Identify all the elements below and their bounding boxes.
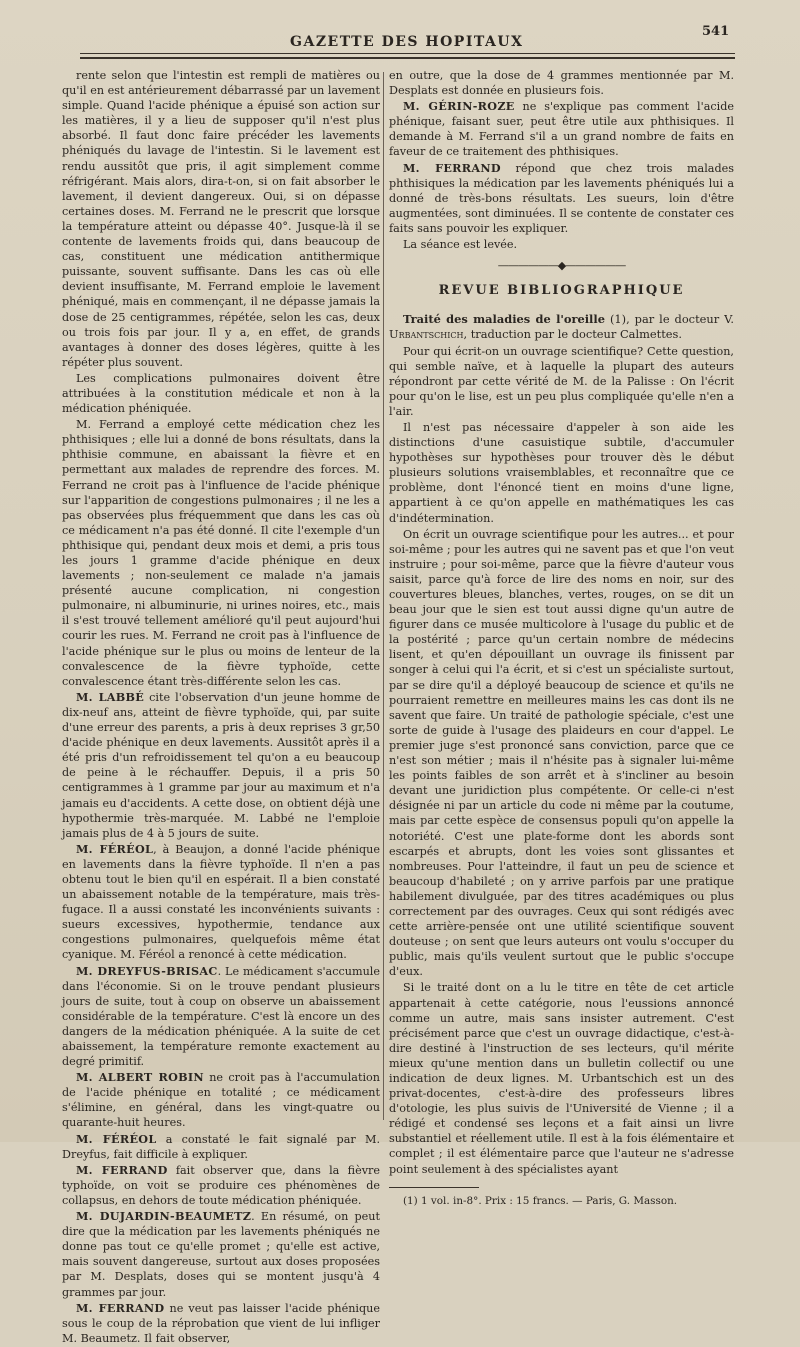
speaker-name: M. FERRAND bbox=[76, 1300, 165, 1315]
paragraph bbox=[389, 68, 734, 98]
footnote: (1) 1 vol. in-8°. Prix : 15 francs. — Paris, G. Masson. bbox=[403, 1194, 678, 1207]
paragraph bbox=[62, 1070, 380, 1130]
right-column bbox=[389, 68, 734, 1210]
speaker-name: M. FERRAND bbox=[76, 1162, 168, 1177]
review-book-title bbox=[389, 312, 734, 342]
speaker-name: M. LABBÉ bbox=[76, 689, 145, 704]
page-header bbox=[0, 0, 800, 62]
paragraph-text: rente selon que l'intestin est rempli de matières ou qu'il en est antérieurement débarrassé par un lavement simple. Quand l'acide phénique a épuisé son action sur les matières, il y a lieu de supposer qu'il n'est plus absorbé. Il faut donc faire précéder les lavements phéniqués du lavage de l'intestin. Si le lavement est rendu aussitôt que pris, il agit simplement comme réfrigérant. Mais alors, dira-t-on, si on fait absorber le lavement, il devient dangereux. Oui, si on dépasse certaines doses. M. Ferrand ne le prescrit que lorsque la température atteint ou dépasse 40°. Jusque-là il se contente de lavements froids qui, dans beaucoup de cas, constituent une médication antithermique puissante, souvent suffisante. Dans les cas où elle devient insuffisante, M. Ferrand emploie le lavement phéniqué, mais en commençant, il ne dépasse jamais la dose de 25 centigrammes, répétée, selon les cas, deux ou trois fois par jour. Il y a, en effet, de grands avantages à donner des doses légères, quitte à les répéter plus souvent. bbox=[62, 69, 380, 369]
paragraph bbox=[62, 68, 380, 370]
book-translator: , traduction par le docteur Calmettes. bbox=[463, 327, 683, 342]
paragraph-text: ne s'explique pas comment l'acide phénique, faisant suer, peut être utile aux phthisiques. Il demande à M. Ferrand s'il a un grand nombre de faits en faveur de ce traitement des phthisiques. bbox=[389, 100, 734, 159]
footnote-rule bbox=[389, 1187, 479, 1188]
section-ornament: ——————◆—————— bbox=[497, 259, 626, 273]
paragraph bbox=[62, 1132, 380, 1162]
page-number: 541 bbox=[702, 24, 730, 39]
paragraph bbox=[62, 1209, 380, 1300]
review-body bbox=[389, 344, 734, 1177]
paragraph-text: La séance est levée. bbox=[403, 238, 518, 252]
speaker-name: M. FÉRÉOL bbox=[76, 841, 154, 856]
header-rule bbox=[80, 53, 735, 54]
paragraph-text: répond que chez trois malades phthisiques la médication par les lavements phéniqués lui a donné de très-bons résultats. Les sueurs, loin d'être augmentées, sont diminuées. Il se contente de constater ces faits sans pouvoir les expliquer. bbox=[389, 161, 734, 235]
paragraph bbox=[389, 237, 734, 252]
book-reference: (1), par le docteur V. bbox=[604, 312, 734, 327]
paragraph bbox=[62, 964, 380, 1070]
column-divider bbox=[383, 72, 384, 1120]
paragraph bbox=[62, 842, 380, 963]
review-paragraph: On écrit un ouvrage scientifique pour les autres... et pour soi-même ; pour les autres qui ne savent pas et que l'on veut instruire ; pour soi-même, parce que la fièvre d'auteur vous saisit, parce qu'à force de lire des noms en noir, sur des couvertures bleues, blanches, vertes, rouges, on se dit un beau jour que le sien est tout aussi digne qu'un autre de figurer dans ce musée multicolore à l'usage du public et de la postérité ; parce qu'un certain nombre de médecins lisent, et qu'en dépouillant un ouvrage ils finissent par songer à celui qui l'a écrit, et si c'est un spécialiste surtout, par se dire qu'il a déployé beaucoup de science et qu'ils ne pourraient remettre en meilleures mains les cas dont ils ne savent que faire. Un traité de pathologie spéciale, c'est une sorte de guide à l'usage des plaideurs en cour d'appel. Le premier juge s'est prononcé sans conviction, parce que ce n'est son métier ; mais il n'hésite pas à signaler lui-même les points faibles de son arrêt et à s'incliner au besoin devant une juridiction plus compétente. Or celle-ci n'est désignée ni par un article du code ni même par la coutume, mais par cette espèce de consensus populi qu'on appelle la notoriété. C'est une plate-forme dont les abords sont escarpés et abrupts, dont les voies sont glissantes et nombreuses. Pour l'atteindre, il faut un peu de science et beaucoup d'habileté ; on y arrive parfois par une pratique habilement divulguée, par des titres académiques ou plus correctement par des ouvrages. Ceux qui sont rédigés avec cette arrière-pensée ont une utilité scientifique souvent douteuse ; on sent que leurs auteurs ont voulu s'occuper du public, mais qu'ils veulent surtout que le public s'occupe d'eux. bbox=[389, 527, 734, 979]
review-paragraph: Si le traité dont on a lu le titre en tête de cet article appartenait à cette catégorie, nous l'eussions annoncé comme un autre, mais sans insister autrement. C'est précisément parce que c'est un ouvrage didactique, c'est-à-dire destiné à l'instruction de ses lecteurs, qu'il mérite mieux qu'une mention dans un bulletin collectif ou une indication de deux lignes. M. Urbantschich est un des privat-docentes, c'est-à-dire des professeurs libres d'otologie, les plus suivis de l'Université de Vienne ; il a rédigé et condensé ses leçons et a fait ainsi un livre substantiel et réellement utile. Il est à la fois élémentaire et complet ; il est élémentaire parce que l'auteur ne s'adresse point seulement à des spécialistes ayant bbox=[389, 981, 734, 1176]
speaker-name: M. GÉRIN-ROZE bbox=[403, 99, 515, 114]
book-title: Traité des maladies de l'oreille bbox=[403, 312, 605, 327]
header-rule-double bbox=[80, 57, 735, 59]
paragraph-text: fait observer que, dans la fièvre typhoïde, on voit se produire ces phénomènes de collapsus, en dehors de toute médication phéniquée. bbox=[62, 1163, 380, 1207]
paragraph bbox=[62, 371, 380, 416]
paragraph-text: a constaté le fait signalé par M. Dreyfus, fait difficile à expliquer. bbox=[62, 1132, 381, 1161]
review-paragraph: Il n'est pas nécessaire d'appeler à son aide les distinctions d'une casuistique subtile, d'accumuler hypothèses sur hypothèses pour trouver dès le début plusieurs solutions vraisemblables, et reconnaître que ce problème, dont l'énoncé tient en moins d'une ligne, appartient à ce qu'on appelle en mathématiques les cas d'indétermination. bbox=[389, 420, 734, 525]
paragraph-text: . Le médicament s'accumule dans l'économie. Si on le trouve pendant plusieurs jours de suite, tout à coup on observe un abaissement considérable de la température. C'est là encore un des dangers de la médication phéniquée. A la suite de cet abaissement, la température remonte exactement au degré primitif. bbox=[62, 964, 380, 1069]
paragraph-text: ne veut pas laisser l'acide phénique sous le coup de la réprobation que vient de lui infliger M. Beaumetz. Il fait observer, bbox=[62, 1301, 380, 1345]
speaker-name: M. ALBERT ROBIN bbox=[76, 1070, 204, 1085]
paragraph bbox=[389, 161, 734, 236]
paragraph-text: en outre, que la dose de 4 grammes mentionnée par M. Desplats est donnée en plusieurs fois. bbox=[389, 69, 734, 98]
section-title: REVUE BIBLIOGRAPHIQUE bbox=[438, 283, 685, 299]
paragraph bbox=[62, 1163, 380, 1208]
paragraph-text: M. Ferrand a employé cette médication chez les phthisiques ; elle lui a donné de bons résultats, dans la phthisie commune, en abaissant la fièvre et en permettant aux malades de reprendre des forces. M. Ferrand ne croit pas à l'influence de l'acide phénique sur l'apparition de congestions pulmonaires ; il ne les a pas observées plus fréquemment que dans les cas où ce médicament n'a pas été donné. Il cite l'exemple d'un phthisique qui, pendant deux mois et demi, a pris tous les jours 1 gramme d'acide phénique en deux lavements ; non-seulement ce malade n'a jamais présenté aucune complication, ni congestion pulmonaire, ni albuminurie, ni urines noires, etc., mais il s'est trouvé tellement amélioré qu'il peut aujourd'hui courir les rues. M. Ferrand ne croit pas à l'influence de l'acide phénique sur le plus ou moins de lenteur de la convalescence de la fièvre typhoïde, cette convalescence étant très-différente selon les cas. bbox=[62, 418, 380, 688]
paragraph bbox=[62, 1301, 380, 1346]
review-paragraph: Pour qui écrit-on un ouvrage scientifique? Cette question, qui semble naïve, et à laquelle la plupart des auteurs répondront par cette vérité de M. de la Palisse : On l'écrit pour qu'on le lise, est un peu plus compliquée qu'elle n'en a l'air. bbox=[389, 344, 734, 418]
paragraph-text: Les complications pulmonaires doivent être attribuées à la constitution médicale et non à la médication phéniquée. bbox=[62, 371, 380, 416]
left-column bbox=[62, 68, 380, 1347]
running-title: GAZETTE DES HOPITAUX bbox=[290, 34, 524, 50]
paragraph-text: ne croit pas à l'accumulation de l'acide phénique en totalité ; ce médicament s'élimine, en général, dans les vingt-quatre ou quarante-huit heures. bbox=[62, 1071, 380, 1130]
speaker-name: M. DREYFUS-BRISAC bbox=[76, 963, 218, 978]
paragraph-text: cite l'observation d'un jeune homme de dix-neuf ans, atteint de fièvre typhoïde, qui, par suite d'une erreur des parents, a pris à deux reprises 3 gr,50 d'acide phénique en deux lavements. Aussitôt après il a été pris d'un refroidissement tel qu'on a eu beaucoup de peine à le réchauffer. Depuis, il a pris 50 centigrammes à 1 gramme par jour au maximum et n'a jamais eu d'accidents. A cette dose, on obtient déjà une hypothermie très-marquée. M. Labbé ne l'emploie jamais plus de 4 à 5 jours de suite. bbox=[62, 690, 380, 840]
speaker-name: M. FÉRÉOL bbox=[76, 1131, 157, 1146]
paragraph-text: . En résumé, on peut dire que la médication par les lavements phéniqués ne donne pas tout ce qu'elle promet ; qu'elle est active, mais souvent dangereuse, surtout aux doses proposées par M. Desplats, doses qui se montent jusqu'à 4 grammes par jour. bbox=[62, 1210, 380, 1299]
paragraph bbox=[389, 99, 734, 159]
session-end-text bbox=[389, 68, 734, 252]
book-author: Urbantschich bbox=[389, 327, 464, 342]
speaker-name: M. FERRAND bbox=[403, 160, 501, 175]
paragraph-text: , à Beaujon, a donné l'acide phénique en lavements dans la fièvre typhoïde. Il n'en a pas obtenu tout le bien qu'il en espérait. Il a bien constaté un abaissement notable de la température, mais très-fugace. Il a aussi constaté les inconvénients suivants : sueurs excessives, hypothermie, tendance aux congestions pulmonaires, quelquefois même état cyanique. M. Féréol a renoncé à cette médication. bbox=[62, 842, 381, 962]
paragraph bbox=[62, 690, 380, 841]
paragraph bbox=[62, 417, 380, 689]
speaker-name: M. DUJARDIN-BEAUMETZ bbox=[76, 1209, 252, 1224]
